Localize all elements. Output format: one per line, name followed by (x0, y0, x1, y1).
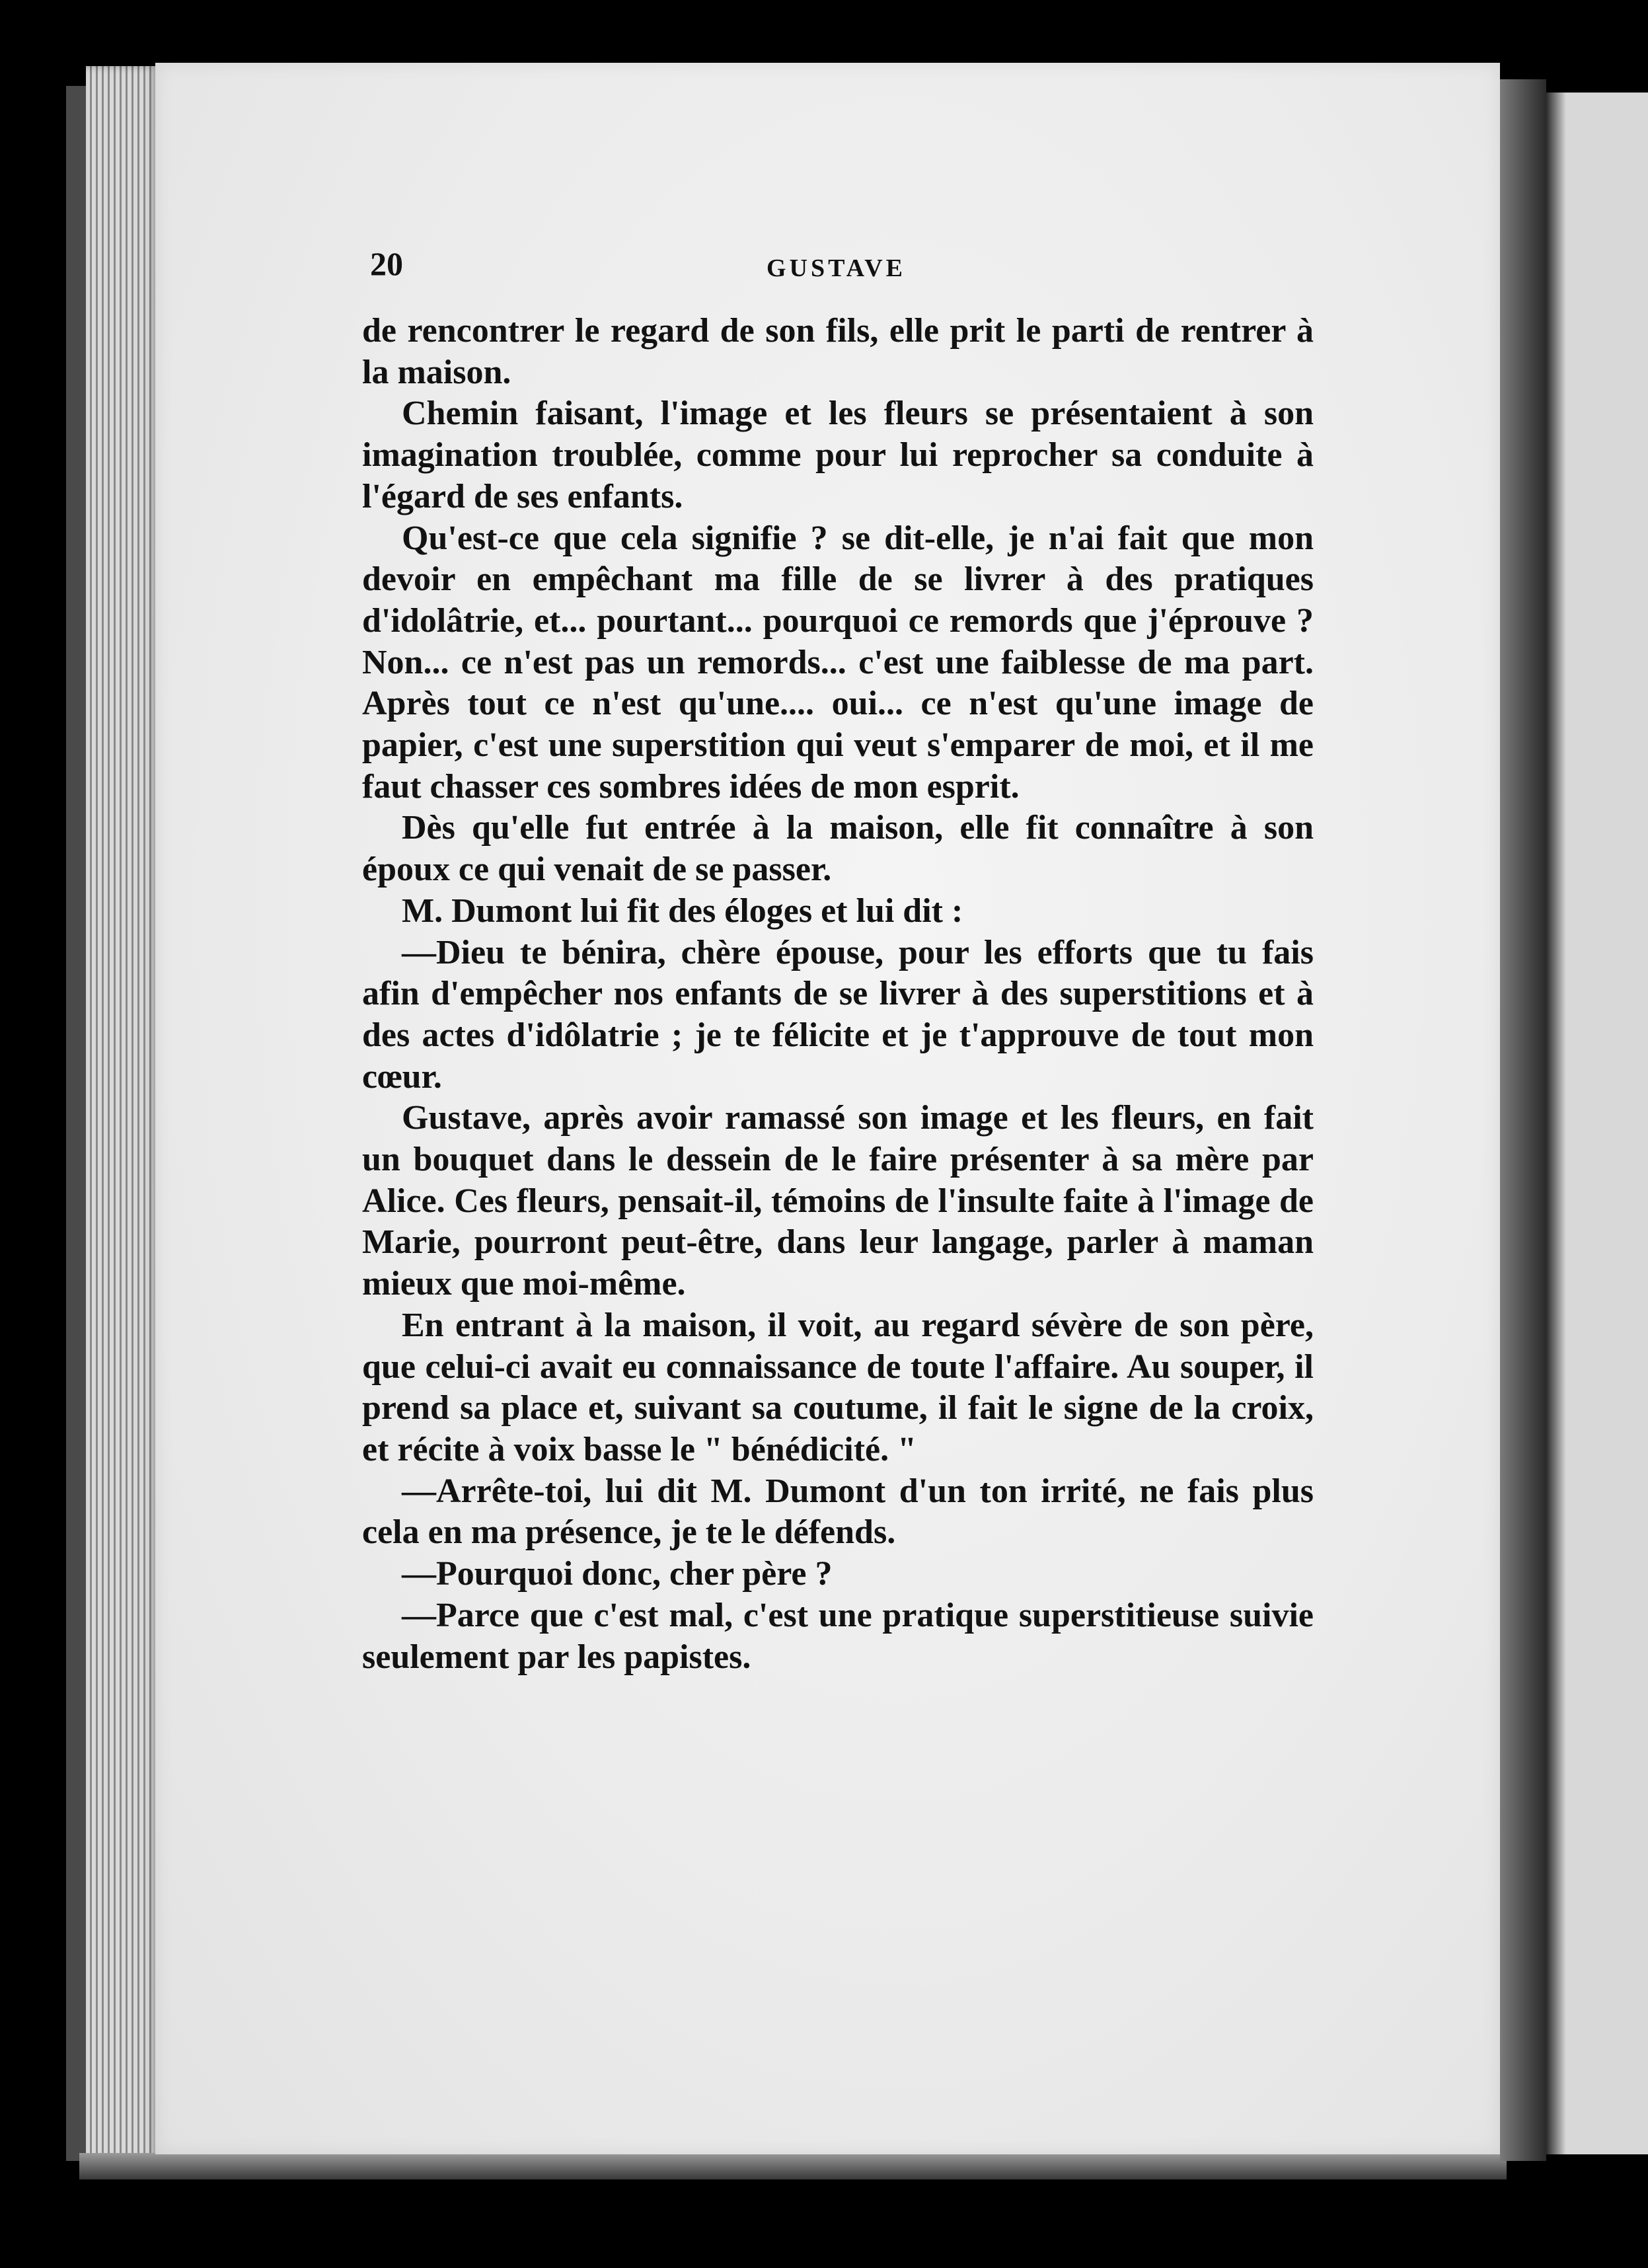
paragraph: —Arrête-toi, lui dit M. Dumont d'un ton irrité, ne fais plus cela en ma présence, je te le défends. (362, 1472, 1314, 1552)
paragraph: M. Dumont lui fit des éloges et lui dit : (402, 891, 963, 930)
paragraph: de rencontrer le regard de son fils, elle prit le parti de rentrer à la maison. (362, 312, 1314, 391)
paragraph: Chemin faisant, l'image et les fleurs se présentaient à son imagination troublée, comme pour lui reprocher sa conduite à l'égard de ses enfants. (362, 395, 1314, 515)
paragraph: —Pourquoi donc, cher père ? (402, 1555, 833, 1593)
facing-page-fold (1546, 93, 1566, 2154)
paragraph: —Parce que c'est mal, c'est une pratique superstitieuse suivie seulement par les papistes. (362, 1596, 1314, 1676)
book-gutter (1500, 79, 1546, 2161)
running-title: GUSTAVE (767, 254, 906, 282)
paragraph: Dès qu'elle fut entrée à la maison, elle fit connaître à son époux ce qui venait de se passer. (362, 809, 1314, 889)
paragraph: Qu'est-ce que cela signifie ? se dit-elle, je n'ai fait que mon devoir en empêchant ma fille de se livrer à des pratiques d'idolâtrie, et... pourtant... pourquoi ce remords que j'éprouve ? Non... ce n'est pas un remords... c'est une faiblesse de ma part. Après tout ce n'est qu'une.... oui... ce n'est qu'une image de papier, c'est une superstition qui veut s'emparer de moi, et il me faut chasser ces sombres idées de mon esprit. (362, 519, 1314, 806)
page-bottom-edge (79, 2153, 1507, 2179)
page-number: 20 (370, 245, 403, 282)
running-header (370, 245, 1315, 284)
body-text (362, 311, 1314, 1678)
paragraph: En entrant à la maison, il voit, au regard sévère de son père, que celui-ci avait eu connaissance de toute l'affaire. Au souper, il prend sa place et, suivant sa coutume, il fait le signe de la croix, et récite à voix basse le " bénédicité. " (362, 1306, 1314, 1468)
paragraph: —Dieu te bénira, chère épouse, pour les efforts que tu fais afin d'empêcher nos enfants de se livrer à des superstitions et à des actes d'idôlatrie ; je te félicite et je t'approuve de tout mon cœur. (362, 933, 1314, 1096)
paragraph: Gustave, après avoir ramassé son image et les fleurs, en fait un bouquet dans le dessein de le faire présenter à sa mère par Alice. Ces fleurs, pensait-il, témoins de l'insulte faite à l'image de Marie, pourront peut-être, dans leur langage, parler à maman mieux que moi-même. (362, 1099, 1314, 1303)
page-edges (86, 66, 159, 2161)
